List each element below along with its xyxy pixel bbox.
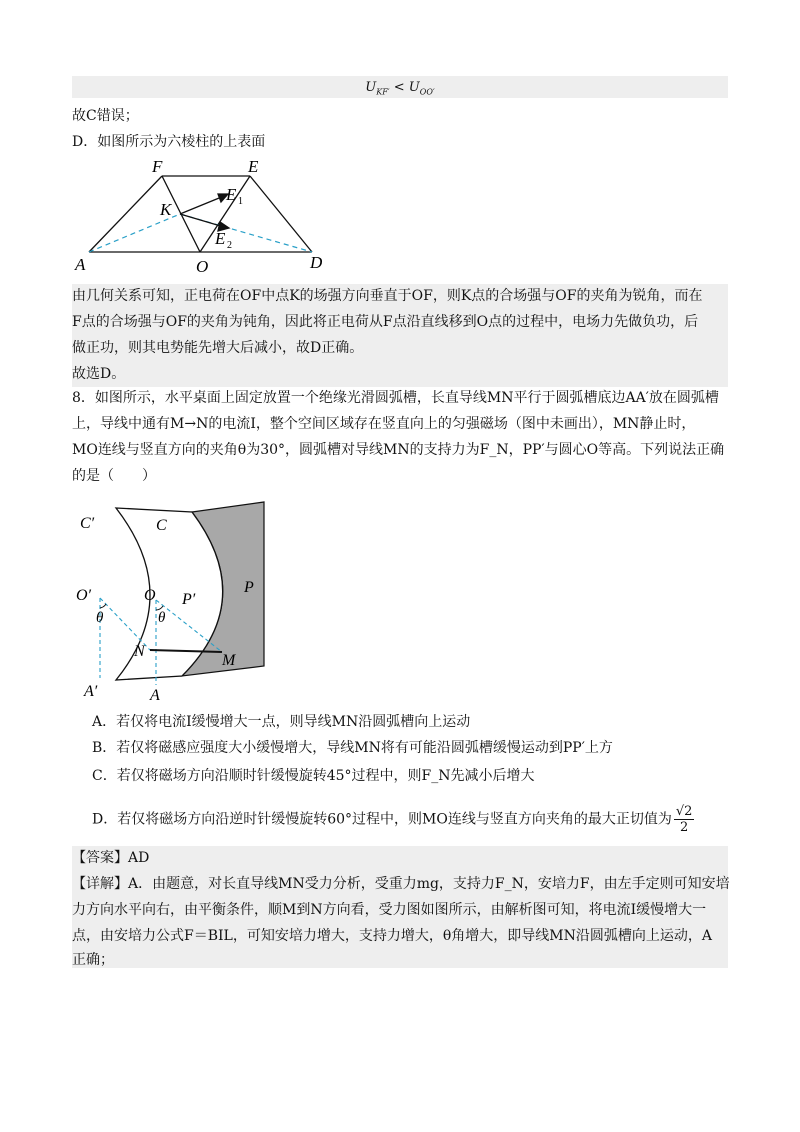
label-C-prime: C′ [80, 515, 95, 532]
vector-E1 [180, 196, 224, 214]
label-A: A [150, 687, 160, 704]
detail-line-4: 正确； [72, 952, 114, 968]
dashed-AK [89, 214, 180, 252]
fraction-denominator: 2 [680, 820, 689, 835]
hexagon-top-face-figure [72, 152, 342, 280]
d-intro-line: D．如图所示为六棱柱的上表面 [72, 134, 266, 150]
option-d-fraction [674, 804, 695, 835]
analysis-line-1: 由几何关系可知，正电荷在OF中点K的场强方向垂直于OF，则K点的合场强与OF的夹角为锐角，而在 [72, 288, 703, 304]
arc-groove-figure [72, 500, 282, 705]
choose-d-line: 故选D。 [72, 366, 126, 382]
label-C: C [156, 517, 167, 534]
option-b: B．若仅将磁感应强度大小缓慢增大，导线MN将有可能沿圆弧槽缓慢运动到PP′上方 [92, 740, 613, 756]
option-c: C．若仅将磁场方向沿顺时针缓慢旋转45°过程中，则F_N先减小后增大 [92, 768, 535, 784]
option-d [92, 804, 694, 835]
analysis-line-2: F点的合场强与OF的夹角为钝角，因此将正电荷从F点沿直线移到O点的过程中，电场力先做负功，后 [72, 314, 699, 330]
label-P-prime: P′ [182, 591, 196, 608]
label-E2: E [215, 229, 226, 248]
question-line-3: MO连线与竖直方向的夹角θ为30°，圆弧槽对导线MN的支持力为F_N，PP′与圆心O等高。下列说法正确 [72, 442, 725, 458]
label-A-prime: A′ [84, 683, 98, 700]
edge-ED [250, 176, 312, 252]
label-O: O [144, 587, 156, 604]
label-K: K [160, 200, 172, 219]
label-D: D [310, 253, 323, 272]
option-a: A．若仅将电流I缓慢增大一点，则导线MN沿圆弧槽向上运动 [92, 714, 471, 730]
label-E1-sub: 1 [238, 196, 243, 207]
label-A: A [75, 255, 86, 274]
analysis-line-3: 做正功，则其电势能先增大后减小，故D正确。 [72, 340, 364, 356]
label-O: O [196, 257, 209, 276]
option-d-text: D．若仅将磁场方向沿逆时针缓慢旋转60°过程中，则MO连线与竖直方向夹角的最大正切值为 [92, 811, 672, 828]
label-theta-2: θ [158, 610, 166, 626]
question-line-4: 的是（ ） [72, 468, 156, 484]
edge-AF [89, 176, 162, 252]
label-F: F [152, 157, 163, 176]
formula-line: $U_{KF'} < U_{OO'}$ [365, 80, 435, 97]
label-P: P [244, 579, 254, 596]
question-line-1: 8．如图所示，水平桌面上固定放置一个绝缘光滑圆弧槽，长直导线MN平行于圆弧槽底边AA′放在圆弧槽 [72, 390, 719, 406]
answer-line: 【答案】AD [72, 850, 150, 866]
fraction-numerator: √2 [675, 804, 693, 819]
c-wrong-line: 故C错误； [72, 108, 139, 124]
detail-line-1: 【详解】A．由题意，对长直导线MN受力分析，受重力mg，支持力F_N，安培力F，由左手定则可知安培 [72, 876, 730, 892]
label-E2-sub: 2 [227, 240, 232, 251]
label-O-prime: O′ [76, 587, 92, 604]
label-E1: E [226, 185, 237, 204]
label-theta-1: θ [96, 610, 104, 626]
detail-line-3: 点，由安培力公式F＝BIL，可知安培力增大，支持力增大，θ角增大，即导线MN沿圆弧槽向上运动，A [72, 928, 712, 944]
question-line-2: 上，导线中通有M→N的电流I，整个空间区域存在竖直向上的匀强磁场（图中未画出），MN静止时， [72, 416, 696, 432]
label-N: N [134, 643, 145, 660]
label-E: E [248, 157, 259, 176]
label-M: M [222, 652, 236, 669]
detail-line-2: 力方向水平向右，由平衡条件，顺M到N方向看，受力图如图所示，由解析图可知，将电流I缓慢增大一 [72, 902, 707, 918]
angle-arc-1 [100, 604, 106, 608]
